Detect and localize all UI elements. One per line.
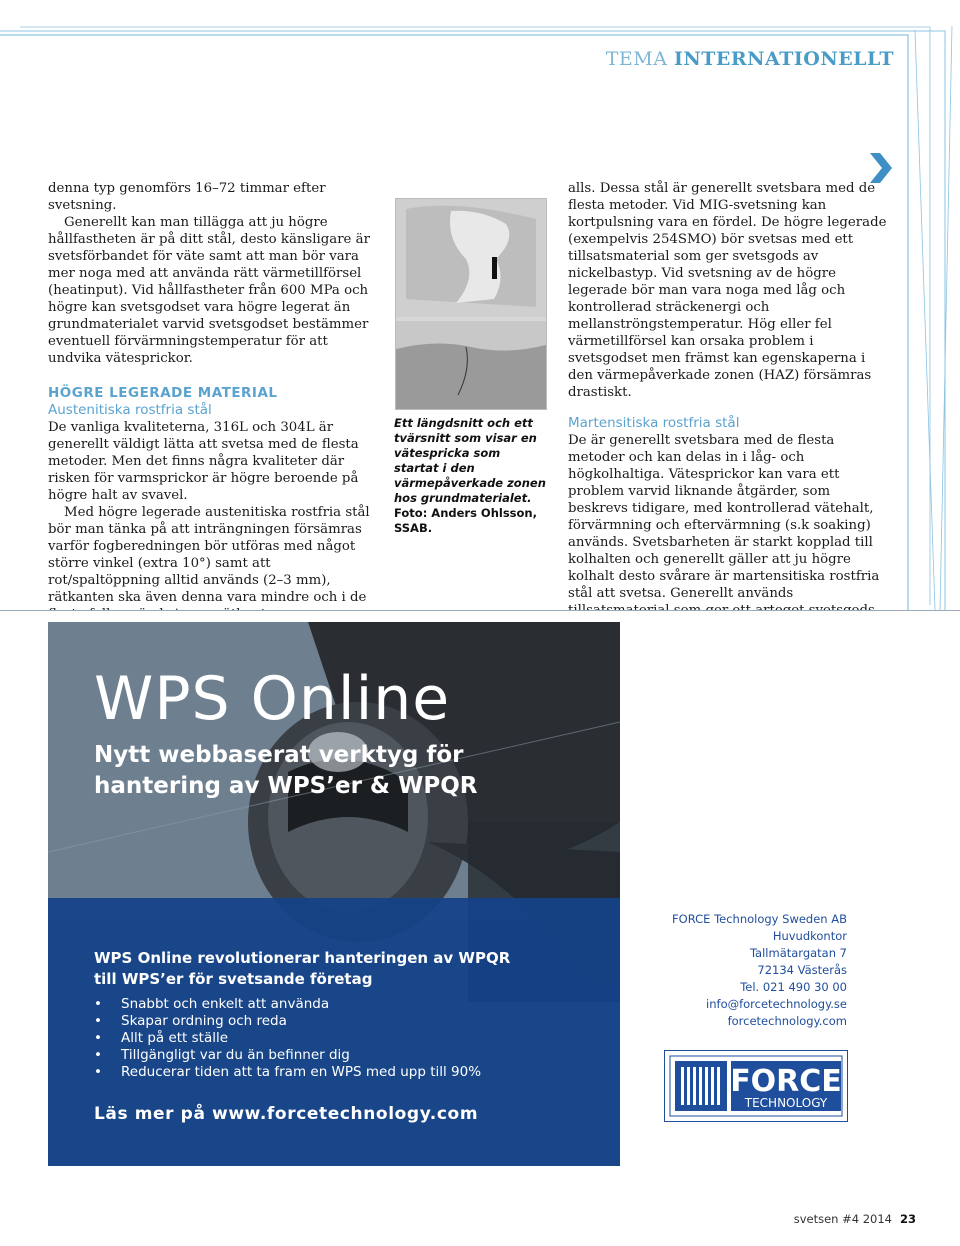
paragraph: Generellt kan man tillägga att ju högre hållfastheten är på ditt stål, desto känsligare är svetsförbandet för väte samt att man bör vara mer noga med att använda rätt värmetillförsel (heatinput). Vid hållfastheter från 600 MPa och högre kan svetsgodset vara högre legerat än grundmaterialet varvid svetsgodset bestämmer eventuell förvärmningstemperatur för att undvika vätesprickor. xyxy=(48,215,370,366)
force-logo-graphic xyxy=(665,1051,847,1121)
section-subheading: Martensitiska rostfria stål xyxy=(568,415,740,431)
header-tema-label: TEMA xyxy=(605,48,668,70)
caption-text: Ett längdsnitt och ett tvärsnitt som visar en vätespricka som startat i den värmepåverkade zonen hos grundmaterialet. xyxy=(394,416,546,505)
paragraph: Med högre legerade austenitiska rostfria stål bör man tänka på att inträngningen försämras varför fogberedningen bör utföras med något större vinkel (extra 10°) samt att rot/spaltöppning alltid används (2–3 mm), rätkanten ska även denna vara mindre och i de xyxy=(48,505,370,605)
paragraph: De är generellt svetsbara med de flesta metoder och kan delas in i låg- och högkolhaltiga. Vätesprickor kan vara ett problem varvid liknande åtgärder, som beskrevs tidigare, med kontrollerad vätehalt, förvärmning och eftervärmning (s.k soaking) används. Svetsbarheten är starkt kopplad till kolhalten och generellt gäller att ju högre kolhalt desto svårare är martensitiska rostfria stål att svetsa. Generellt används xyxy=(568,433,880,601)
page-footer xyxy=(794,1212,916,1226)
section-header xyxy=(606,48,894,70)
paragraph: De vanliga kvaliteterna, 316L och 304L är generellt väldigt lätta att svetsa med de flesta metoder. Men det finns några kvaliteter där risken för varmsprickor är högre beroende på högre halt av svavel. xyxy=(48,420,359,503)
ad-title: WPS Online xyxy=(94,664,451,734)
weld-crack-photo xyxy=(395,198,547,410)
list-item: • Tillgängligt var du än befinner dig xyxy=(92,1047,481,1064)
contact-block xyxy=(672,911,847,1030)
logo-word-technology: TECHNOLOGY xyxy=(744,1096,828,1110)
text-column-right xyxy=(568,180,893,636)
ad-website-link[interactable]: Läs mer på www.forcetechnology.com xyxy=(94,1104,479,1124)
list-item: • Reducerar tiden att ta fram en WPS med upp till 90% xyxy=(92,1064,481,1081)
ad-lead-text: WPS Online revolutionerar hanteringen av WPQR till WPS’er för svetsande företag xyxy=(94,949,511,988)
website-link[interactable]: forcetechnology.com xyxy=(727,1014,847,1028)
office-label: Huvudkontor xyxy=(772,929,847,943)
city-address: 72134 Västerås xyxy=(757,963,847,977)
photo-caption xyxy=(394,416,546,536)
header-section-label: INTERNATIONELLT xyxy=(674,48,894,70)
street-address: Tallmätargatan 7 xyxy=(749,946,847,960)
logo-word-force: FORCE xyxy=(730,1064,842,1099)
force-technology-logo xyxy=(664,1050,848,1122)
email-link[interactable]: info@forcetechnology.se xyxy=(706,997,847,1011)
ad-subtitle: Nytt webbaserat verktyg för hantering av WPS’er & WPQR xyxy=(94,742,478,799)
paragraph: denna typ genomförs 16–72 timmar efter svetsning. xyxy=(48,181,326,213)
list-item: • Skapar ordning och reda xyxy=(92,1013,481,1030)
section-subheading: Austenitiska rostfria stål xyxy=(48,402,212,418)
company-name: FORCE Technology Sweden AB xyxy=(672,912,847,926)
ad-bullet-list xyxy=(92,996,481,1081)
page-number: 23 xyxy=(899,1212,916,1226)
paragraph: alls. Dessa stål är generellt svetsbara med de flesta metoder. Vid MIG-svetsning kan kortpulsning vara en fördel. De högre legerade (exempelvis 254SMO) bör svetsas med ett tillsatsmaterial som ger svetsgods av nickelbastyp. Vid svetsning av de högre legerade bör man vara noga med låg och kontrollerad sträckenergi och mellanströngstemperatur. Hög eller fel värmetillförsel kan orsaka problem i svetsgodset men främst kan egenskaperna i den värmepåverkade zonen (HAZ) försämras drastiskt. xyxy=(568,181,887,400)
list-item: • Allt på ett ställe xyxy=(92,1030,481,1047)
photo-credit: Foto: Anders Ohlsson, SSAB. xyxy=(394,506,537,535)
phone-number: Tel. 021 490 30 00 xyxy=(740,980,847,994)
section-heading: HÖGRE LEGERADE MATERIAL xyxy=(48,385,278,401)
text-column-left xyxy=(48,180,378,623)
wps-online-advertisement[interactable] xyxy=(48,622,620,1166)
weld-photo-illustration xyxy=(396,199,546,409)
list-item: • Snabbt och enkelt att använda xyxy=(92,996,481,1013)
magazine-issue: svetsen #4 2014 xyxy=(793,1212,892,1226)
